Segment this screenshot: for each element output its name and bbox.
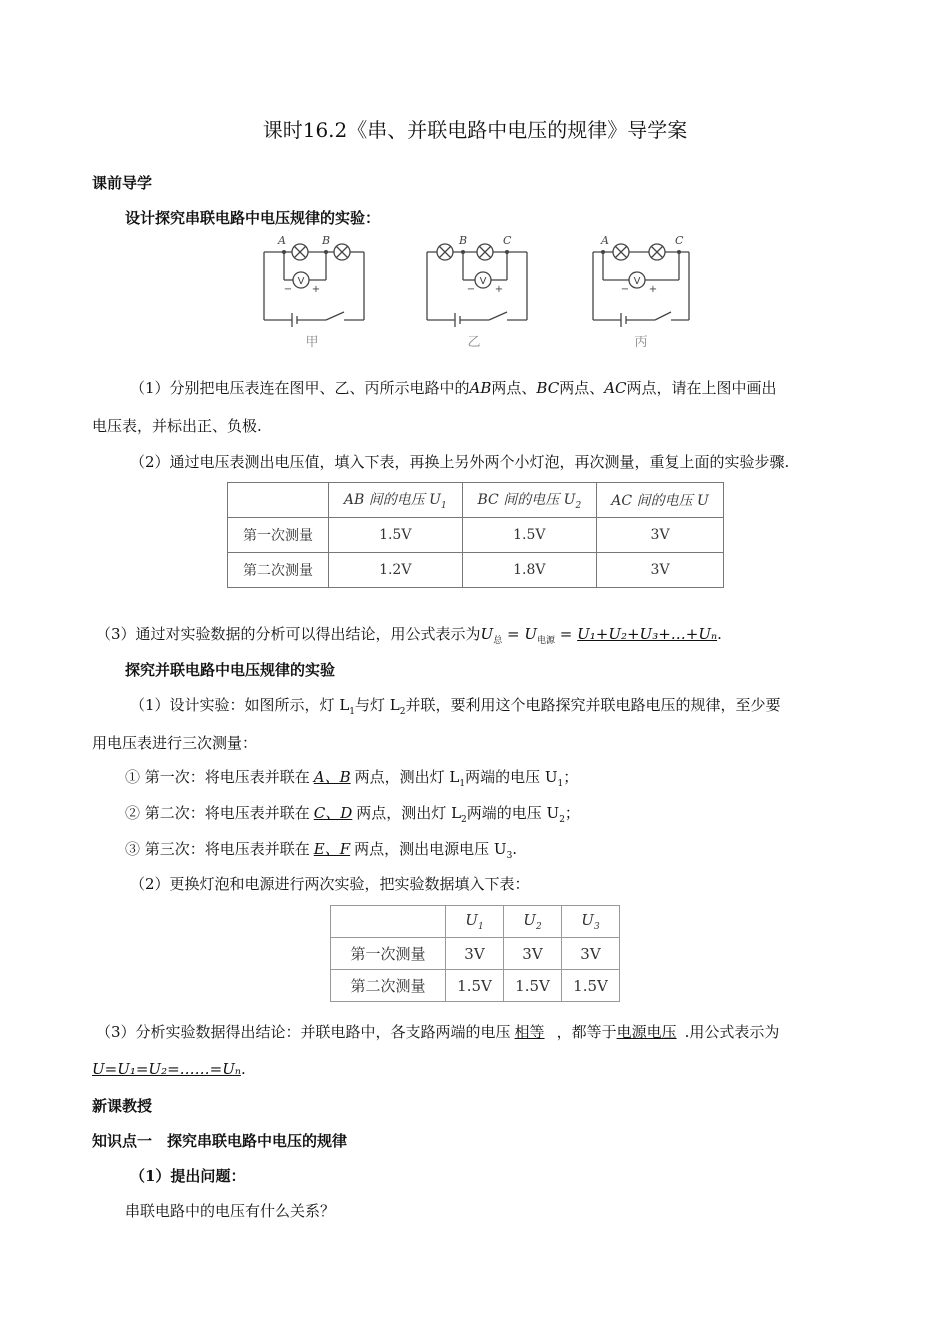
series-formula-answer: U₁+U₂+U₃+…+Uₙ [577,625,718,643]
step1-line1: （1）分别把电压表连在图甲、乙、丙所示电路中的AB两点、BC两点、AC两点，请在上图中画出 [130,379,777,397]
label-B-yi: B [459,234,468,247]
table-header-ac: AC 间的电压 U [597,483,724,518]
step2-text: （2）通过电压表测出电压值，填入下表，再换上另外两个小灯泡，再次测量，重复上面的实验步骤. [130,453,790,471]
label-B-jia: B [322,234,331,247]
label-C-yi: C [503,234,512,247]
minus-sign-yi: − [466,284,476,295]
table-cell: 1.5V [504,970,562,1002]
parallel-heading: 探究并联电路中电压规律的实验 [125,661,336,679]
measure-1: ① 第一次：将电压表并联在 A、B 两点，测出灯 $L_1$两端的电压 $U_1$； [125,768,579,789]
parallel-formula-line: U=U₁=U₂=……=Uₙ. [92,1060,246,1078]
ask-question-heading: （1）提出问题： [130,1167,246,1185]
table-cell: 1.5V [462,518,597,553]
parallel-step1-line2: 用电压表进行三次测量： [92,734,258,752]
voltmeter-icon-yi: V [479,276,487,287]
circuit-yi [427,244,527,327]
parallel-conclusion: （3）分析实验数据得出结论：并联电路中，各支路两端的电压 相等 ，都等于电源电压 .用公式表示为 [96,1023,780,1041]
voltmeter-icon-jia: V [297,276,305,287]
table-cell: 1.2V [329,553,463,588]
table-header-u1: $U_1$ [446,906,504,938]
table-row [228,553,724,588]
table-cell: 3V [504,938,562,970]
question-text: 串联电路中的电压有什么关系？ [125,1202,336,1220]
table-corner [228,483,329,518]
label-C-bing: C [675,234,684,247]
parallel-formula-answer: U=U₁=U₂=……=Uₙ [92,1060,241,1078]
table-row [331,938,620,970]
table-header-u3: $U_3$ [562,906,620,938]
series-circuit-diagrams [250,232,700,354]
answer-ef: E、F [313,840,351,858]
table-row [331,970,620,1002]
measure-2: ② 第二次：将电压表并联在 C、D 两点，测出灯 $L_2$两端的电压 $U_2$； [125,804,580,825]
minus-sign-bing: − [620,284,630,295]
voltmeter-icon-bing: V [633,276,641,287]
answer-equal: 相等 [514,1023,545,1041]
caption-jia: 甲 [305,335,319,350]
table-cell: 1.5V [329,518,463,553]
table-cell: 1.5V [562,970,620,1002]
step1-line2: 电压表，并标出正、负极. [92,417,262,435]
label-A-bing: A [601,234,609,247]
circuit-bing [593,244,689,327]
table-header-u2: $U_2$ [504,906,562,938]
series-design-heading: 设计探究串联电路中电压规律的实验： [125,209,381,227]
series-conclusion: （3）通过对实验数据的分析可以得出结论，用公式表示为$U_总 = U_{电源}$ = U₁+U₂+U₃+…+Uₙ. [96,625,722,646]
table-cell: 3V [597,518,724,553]
plus-sign-yi: + [494,284,504,295]
row-label: 第二次测量 [331,970,446,1002]
table-cell: 3V [562,938,620,970]
measure-3: ③ 第三次：将电压表并联在 E、F 两点，测出电源电压 $U_3$. [125,840,518,861]
table-row [228,518,724,553]
parallel-step2-text: （2）更换灯泡和电源进行两次实验，把实验数据填入下表： [130,875,530,893]
plus-sign-jia: + [311,284,321,295]
table-header-bc: BC 间的电压 $U_2$ [462,483,597,518]
table-cell: 1.5V [446,970,504,1002]
table-cell: 3V [446,938,504,970]
caption-yi: 乙 [467,335,481,350]
table-cell: 1.8V [462,553,597,588]
row-label: 第一次测量 [331,938,446,970]
page-title: 课时16.2《串、并联电路中电压的规律》导学案 [262,118,688,142]
parallel-step1-line1: （1）设计实验：如图所示，灯 $L_1$与灯 $L_2$并联，要利用这个电路探究并联电路电压的规律，至少要 [130,696,781,717]
answer-source-voltage: 电源电压 [616,1023,677,1041]
answer-cd: C、D [313,804,353,822]
series-voltage-table [227,482,724,588]
caption-bing: 丙 [634,335,648,350]
table-cell: 3V [597,553,724,588]
parallel-voltage-table [330,905,620,1002]
row-label: 第二次测量 [228,553,329,588]
section-heading-new-lesson: 新课教授 [92,1097,153,1115]
answer-ab: A、B [313,768,351,786]
label-A-jia: A [278,234,286,247]
row-label: 第一次测量 [228,518,329,553]
table-corner [331,906,446,938]
knowledge-point-1: 知识点一 探究串联电路中电压的规律 [92,1132,348,1150]
minus-sign-jia: − [283,284,293,295]
section-heading-pre-guide: 课前导学 [92,174,153,192]
plus-sign-bing: + [648,284,658,295]
table-header-ab: AB 间的电压 $U_1$ [329,483,463,518]
